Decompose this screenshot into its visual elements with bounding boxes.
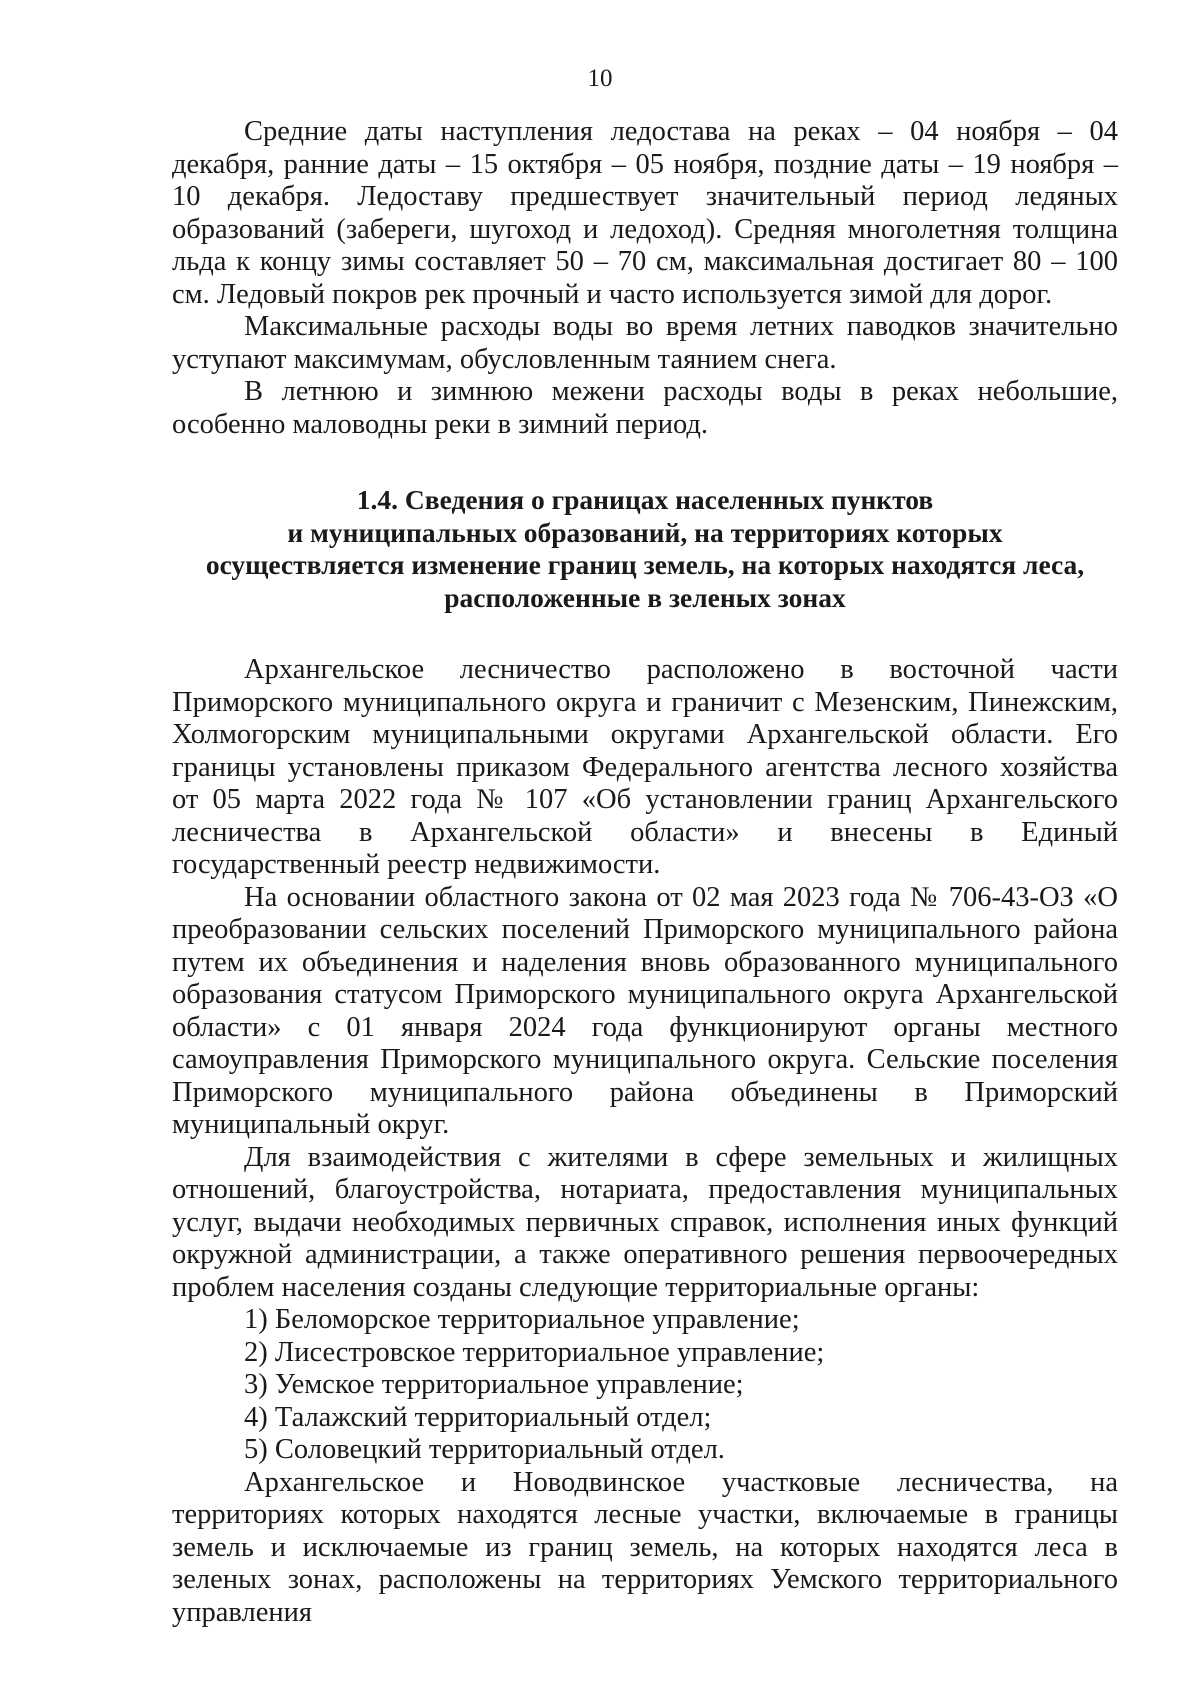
paragraph-territorial-bodies: Для взаимодействия с жителями в сфере земельных и жилищных отношений, благоустройства, нотариата, предоставления муниципальных услуг, выдачи необходимых первичных справок, исполнения иных функций окружной администрации, а также оперативного решения первоочередных проблем населения созданы следующие территориальные органы: [172, 1141, 1118, 1303]
list-item: 5) Соловецкий территориальный отдел. [244, 1434, 725, 1465]
section-heading-line: осуществляется изменение границ земель, на которых находятся леса, [205, 549, 1085, 580]
section-heading [172, 484, 1118, 614]
paragraph-low-water: В летнюю и зимнюю межени расходы воды в реках небольшие, особенно маловодны реки в зимний период. [172, 376, 1118, 440]
list-item: 4) Талажский территориальный отдел; [244, 1401, 712, 1433]
section-heading-line: 1.4. Сведения о границах населенных пунктов [356, 484, 934, 515]
list-item: 2) Лисестровское территориальное управление; [244, 1336, 825, 1368]
list-item: 3) Уемское территориальное управление; [244, 1369, 744, 1400]
paragraph-summer-floods: Максимальные расходы воды во время летних паводков значительно уступают максимумам, обусловленным таянием снега. [172, 311, 1118, 375]
document-body [172, 116, 1118, 1629]
section-heading-line: расположенные в зеленых зонах [444, 581, 846, 613]
paragraph-district-forestries: Архангельское и Новодвинское участковые лесничества, на территориях которых находятся лесные участки, включаемые в границы земель и исключаемые из границ земель, на которых находятся леса в зеленых зонах, расположены на территориях Уемского территориального управления [172, 1466, 1118, 1628]
section-heading-line: и муниципальных образований, на территориях которых [287, 516, 1003, 548]
page-number: 10 [587, 65, 613, 92]
list-item: 1) Беломорское территориальное управление; [244, 1304, 800, 1335]
paragraph-ice-dates: Средние даты наступления ледостава на реках – 04 ноября – 04 декабря, ранние даты – 15 октября – 05 ноября, поздние даты – 19 ноября – 10 декабря. Ледоставу предшествует значительный период ледяных образований (забереги, шугоход и ледоход). Средняя многолетняя толщина льда к концу зимы составляет 50 – 70 см, максимальная достигает 80 – 100 см. Ледовый покров рек прочный и часто используется зимой для дорог. [172, 116, 1118, 310]
paragraph-regional-law: На основании областного закона от 02 мая 2023 года № 706-43-ОЗ «О преобразовании сельских поселений Приморского муниципального района путем их объединения и наделения вновь образованного муниципального образования статусом Приморского муниципального округа Архангельской области» с 01 января 2024 года функционируют органы местного самоуправления Приморского муниципального округа. Сельские поселения Приморского муниципального района объединены в Приморский муниципальный округ. [172, 881, 1118, 1140]
paragraph-forestry-location: Архангельское лесничество расположено в восточной части Приморского муниципального округа и граничит с Мезенским, Пинежским, Холмогорским муниципальными округами Архангельской области. Его границы установлены приказом Федерального агентства лесного хозяйства от 05 марта 2022 года № 107 «Об установлении границ Архангельского лесничества в Архангельской области» и внесены в Единый государственный реестр недвижимости. [172, 654, 1118, 880]
